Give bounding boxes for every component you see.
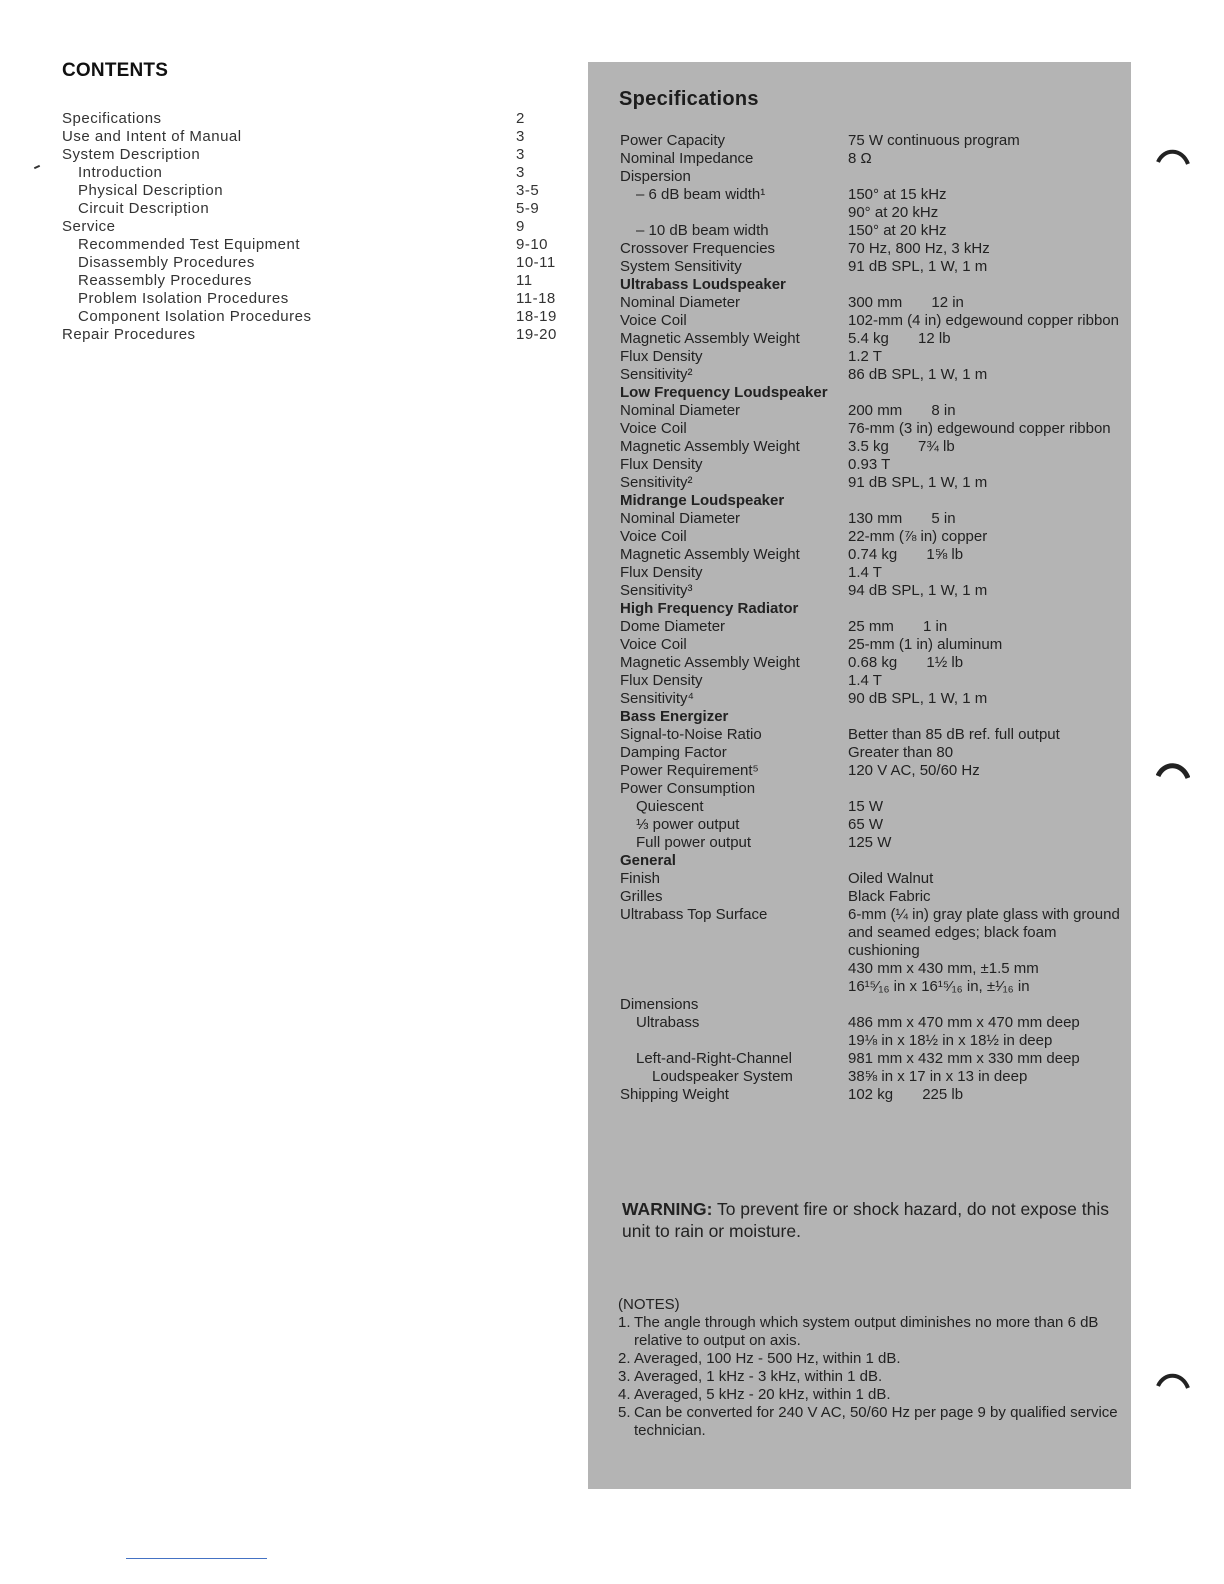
spec-value: 90° at 20 kHz: [848, 204, 939, 221]
spec-key: Voice Coil: [620, 312, 687, 329]
toc-entry-label: Use and Intent of Manual: [62, 128, 242, 145]
toc-entry-label: System Description: [62, 146, 201, 163]
toc-entry: [62, 272, 562, 290]
spec-key: – 6 dB beam width¹: [636, 186, 766, 203]
note-item: [618, 1314, 1118, 1350]
spec-row: [620, 834, 1120, 852]
spec-value: [848, 168, 1120, 186]
spec-row: [620, 366, 1120, 384]
warning-label: WARNING:: [622, 1199, 713, 1219]
specifications-panel: [588, 62, 1131, 1489]
spec-key: Damping Factor: [620, 744, 727, 761]
toc-entry-page: 3: [516, 164, 525, 181]
spec-value: 90 dB SPL, 1 W, 1 m: [848, 690, 988, 707]
spec-row: [620, 222, 1120, 240]
spec-key: Magnetic Assembly Weight: [620, 330, 800, 347]
note-number: 3.: [618, 1368, 631, 1385]
note-number: 1.: [618, 1314, 631, 1331]
spec-row: [620, 780, 1120, 798]
spec-key: Magnetic Assembly Weight: [620, 546, 800, 563]
spec-row: [620, 204, 1120, 222]
spec-key: Left-and-Right-Channel: [636, 1050, 792, 1067]
spec-value: 91 dB SPL, 1 W, 1 m: [848, 474, 988, 491]
spec-value: 981 mm x 432 mm x 330 mm deep: [848, 1050, 1080, 1067]
spec-key: Low Frequency Loudspeaker: [620, 384, 828, 401]
spec-value: 300 mm 12 in: [848, 294, 964, 311]
note-item: [618, 1368, 1118, 1386]
spec-key: Magnetic Assembly Weight: [620, 654, 800, 671]
spec-key: Magnetic Assembly Weight: [620, 438, 800, 455]
spec-key: High Frequency Radiator: [620, 600, 799, 617]
spec-section-heading: [620, 492, 1120, 510]
spec-key: Signal-to-Noise Ratio: [620, 726, 762, 743]
spec-row: [620, 546, 1120, 564]
spec-row: [620, 816, 1120, 834]
specifications-list: [620, 132, 1124, 1104]
spec-value: 1.4 T: [848, 564, 882, 581]
spec-row: [620, 618, 1120, 636]
spec-value: Oiled Walnut: [848, 870, 934, 887]
binder-hole-mark-top: [1156, 146, 1190, 166]
toc-list: [62, 110, 562, 344]
toc-entry: [62, 218, 562, 236]
toc-entry-page: 9-10: [516, 236, 549, 253]
note-item: [618, 1350, 1118, 1368]
spec-key: Bass Energizer: [620, 708, 729, 725]
spec-row: [620, 888, 1120, 906]
spec-value: 120 V AC, 50/60 Hz: [848, 762, 980, 779]
toc-entry: [62, 254, 562, 272]
spec-key: [620, 204, 848, 222]
toc-entry-label: Repair Procedures: [62, 326, 196, 343]
spec-row: [620, 870, 1120, 888]
spec-row: [620, 654, 1120, 672]
spec-value: 91 dB SPL, 1 W, 1 m: [848, 258, 988, 275]
spec-value: 150° at 15 kHz: [848, 186, 947, 203]
spec-value: Black Fabric: [848, 888, 931, 905]
spec-row: [620, 906, 1124, 960]
toc-entry: [62, 200, 562, 218]
spec-row: [620, 132, 1120, 150]
spec-value: 3.5 kg 7¾ lb: [848, 438, 955, 455]
spec-section-heading: [620, 852, 1120, 870]
binder-hole-mark-bottom: [1156, 1370, 1190, 1390]
spec-key: Sensitivity²: [620, 474, 693, 491]
toc-entry-label: Circuit Description: [78, 200, 210, 217]
spec-value: 430 mm x 430 mm, ±1.5 mm: [848, 960, 1039, 977]
spec-key: Nominal Impedance: [620, 150, 754, 167]
spec-key: Dome Diameter: [620, 618, 726, 635]
spec-row: [620, 582, 1120, 600]
footer-rule: [126, 1558, 267, 1559]
spec-key: Dispersion: [620, 168, 691, 185]
toc-entry-page: 18-19: [516, 308, 557, 325]
toc-entry: [62, 146, 562, 164]
toc-entry-label: Reassembly Procedures: [78, 272, 252, 289]
spec-key: Dimensions: [620, 996, 699, 1013]
spec-key: Sensitivity²: [620, 366, 693, 383]
spec-value: 0.68 kg 1½ lb: [848, 654, 964, 671]
spec-key: Voice Coil: [620, 420, 687, 437]
toc-entry: [62, 290, 562, 308]
spec-row: [620, 402, 1120, 420]
spec-key: ⅓ power output: [636, 816, 740, 833]
spec-key: General: [620, 852, 676, 869]
spec-key: Power Requirement⁵: [620, 762, 759, 779]
spec-row: [620, 1014, 1120, 1032]
spec-row: [620, 798, 1120, 816]
spec-value: 0.74 kg 1⅝ lb: [848, 546, 964, 563]
spec-row: [620, 474, 1120, 492]
spec-section-heading: [620, 276, 1120, 294]
toc-entry-page: 5-9: [516, 200, 540, 217]
spec-row: [620, 528, 1120, 546]
warning-text: To prevent fire or shock hazard, do not expose this unit to rain or moisture.: [622, 1199, 1109, 1241]
spec-key: Ultrabass Top Surface: [620, 906, 768, 923]
toc-entry: [62, 326, 562, 344]
spec-row: [620, 960, 1120, 978]
toc-entry-page: 9: [516, 218, 525, 235]
spec-row: [620, 564, 1120, 582]
spec-key: Power Capacity: [620, 132, 726, 149]
spec-value: 125 W: [848, 834, 892, 851]
spec-row: [620, 258, 1120, 276]
note-text: Averaged, 5 kHz - 20 kHz, within 1 dB.: [634, 1386, 891, 1403]
spec-value: 102-mm (4 in) edgewound copper ribbon: [848, 312, 1119, 329]
spec-value: Better than 85 dB ref. full output: [848, 726, 1060, 743]
spec-value: 200 mm 8 in: [848, 402, 956, 419]
toc-entry: [62, 164, 562, 182]
spec-row: [620, 690, 1120, 708]
warning-notice: [622, 1198, 1122, 1242]
spec-value: 15 W: [848, 798, 884, 815]
spec-value: 1.2 T: [848, 348, 882, 365]
spec-row: [620, 1068, 1120, 1086]
spec-key: Loudspeaker System: [652, 1068, 793, 1085]
spec-key: Voice Coil: [620, 528, 687, 545]
notes-section: [618, 1296, 1118, 1440]
toc-entry: [62, 110, 562, 128]
spec-value: 150° at 20 kHz: [848, 222, 947, 239]
spec-key: System Sensitivity: [620, 258, 742, 275]
spec-row: [620, 726, 1120, 744]
spec-value: 25-mm (1 in) aluminum: [848, 636, 1003, 653]
toc-entry-page: 2: [516, 110, 525, 127]
spec-row: [620, 1086, 1120, 1104]
spec-value: [848, 780, 1120, 798]
spec-key: Nominal Diameter: [620, 510, 741, 527]
spec-value: 102 kg 225 lb: [848, 1086, 964, 1103]
spec-key: Voice Coil: [620, 636, 687, 653]
spec-key: Nominal Diameter: [620, 294, 741, 311]
margin-tick-mark: [34, 165, 40, 169]
note-text: Averaged, 100 Hz - 500 Hz, within 1 dB.: [634, 1350, 901, 1367]
spec-row: [620, 240, 1120, 258]
toc-entry-page: 3: [516, 146, 525, 163]
contents-title: CONTENTS: [62, 60, 169, 81]
spec-key: Power Consumption: [620, 780, 756, 797]
note-item: [618, 1404, 1118, 1440]
spec-row: [620, 744, 1120, 762]
spec-value: 0.93 T: [848, 456, 891, 473]
spec-row: [620, 330, 1120, 348]
spec-row: [620, 150, 1120, 168]
toc-entry-page: 3: [516, 128, 525, 145]
notes-heading: (NOTES): [618, 1296, 680, 1313]
spec-key: [620, 978, 848, 996]
spec-key: Crossover Frequencies: [620, 240, 776, 257]
toc-entry-label: Problem Isolation Procedures: [78, 290, 289, 307]
note-number: 5.: [618, 1404, 631, 1421]
spec-value: 19⅛ in x 18½ in x 18½ in deep: [848, 1032, 1053, 1049]
spec-key: Nominal Diameter: [620, 402, 741, 419]
spec-key: Midrange Loudspeaker: [620, 492, 785, 509]
spec-key: Flux Density: [620, 564, 703, 581]
spec-row: [620, 312, 1120, 330]
toc-entry: [62, 128, 562, 146]
spec-value: 1.4 T: [848, 672, 882, 689]
spec-value: 22-mm (⅞ in) copper: [848, 528, 988, 545]
spec-value: 16¹⁵⁄₁₆ in x 16¹⁵⁄₁₆ in, ±¹⁄₁₆ in: [848, 978, 1030, 995]
toc-entry-label: Disassembly Procedures: [78, 254, 255, 271]
toc-entry-label: Service: [62, 218, 116, 235]
spec-key: Flux Density: [620, 348, 703, 365]
toc-entry-label: Recommended Test Equipment: [78, 236, 301, 253]
spec-key: Ultrabass Loudspeaker: [620, 276, 786, 293]
spec-value: 25 mm 1 in: [848, 618, 948, 635]
toc-entry-label: Component Isolation Procedures: [78, 308, 312, 325]
note-number: 4.: [618, 1386, 631, 1403]
spec-value: 70 Hz, 800 Hz, 3 kHz: [848, 240, 990, 257]
spec-row: [620, 438, 1120, 456]
notes-list: [618, 1314, 1118, 1440]
toc-entry-label: Introduction: [78, 164, 163, 181]
spec-value: 75 W continuous program: [848, 132, 1020, 149]
note-text: The angle through which system output diminishes no more than 6 dB relative to output on axis.: [634, 1314, 1099, 1349]
table-of-contents: [62, 60, 562, 344]
spec-key: Flux Density: [620, 456, 703, 473]
spec-row: [620, 1032, 1120, 1050]
toc-entry: [62, 308, 562, 326]
spec-section-heading: [620, 384, 1120, 402]
spec-row: [620, 420, 1120, 438]
spec-key: Sensitivity⁴: [620, 690, 694, 707]
spec-row: [620, 510, 1120, 528]
spec-key: – 10 dB beam width: [636, 222, 769, 239]
spec-key: Ultrabass: [636, 1014, 700, 1031]
spec-value: 8 Ω: [848, 150, 872, 167]
spec-value: 486 mm x 470 mm x 470 mm deep: [848, 1014, 1080, 1031]
spec-value: [848, 996, 1120, 1014]
spec-row: [620, 348, 1120, 366]
spec-key: Grilles: [620, 888, 663, 905]
toc-entry: [62, 182, 562, 200]
spec-value: 76-mm (3 in) edgewound copper ribbon: [848, 420, 1111, 437]
toc-entry-page: 11-18: [516, 290, 556, 307]
spec-value: 94 dB SPL, 1 W, 1 m: [848, 582, 988, 599]
spec-value: 6-mm (¼ in) gray plate glass with ground and seamed edges; black foam cushioning: [848, 906, 1124, 959]
toc-entry-page: 10-11: [516, 254, 556, 271]
toc-entry-page: 19-20: [516, 326, 557, 343]
spec-row: [620, 168, 1120, 186]
spec-key: Quiescent: [636, 798, 704, 815]
toc-entry-label: Specifications: [62, 110, 162, 127]
toc-entry-page: 3-5: [516, 182, 540, 199]
spec-row: [620, 186, 1120, 204]
binder-hole-mark-middle: [1156, 760, 1190, 780]
spec-section-heading: [620, 600, 1120, 618]
spec-key: Flux Density: [620, 672, 703, 689]
toc-entry-page: 11: [516, 272, 533, 289]
note-item: [618, 1386, 1118, 1404]
specifications-title: Specifications: [619, 88, 759, 110]
note-text: Averaged, 1 kHz - 3 kHz, within 1 dB.: [634, 1368, 883, 1385]
spec-row: [620, 672, 1120, 690]
note-text: Can be converted for 240 V AC, 50/60 Hz per page 9 by qualified service technician.: [634, 1404, 1118, 1439]
spec-value: 130 mm 5 in: [848, 510, 956, 527]
spec-key: Full power output: [636, 834, 752, 851]
spec-row: [620, 978, 1120, 996]
spec-row: [620, 636, 1120, 654]
note-number: 2.: [618, 1350, 631, 1367]
spec-key: Shipping Weight: [620, 1086, 729, 1103]
spec-key: [620, 1032, 848, 1050]
spec-value: 86 dB SPL, 1 W, 1 m: [848, 366, 988, 383]
toc-entry-label: Physical Description: [78, 182, 224, 199]
spec-key: Sensitivity³: [620, 582, 693, 599]
spec-value: 65 W: [848, 816, 884, 833]
spec-key: [620, 960, 848, 978]
spec-row: [620, 996, 1120, 1014]
spec-row: [620, 762, 1120, 780]
spec-row: [620, 1050, 1120, 1068]
spec-row: [620, 456, 1120, 474]
toc-entry: [62, 236, 562, 254]
spec-section-heading: [620, 708, 1120, 726]
spec-value: Greater than 80: [848, 744, 954, 761]
spec-key: Finish: [620, 870, 661, 887]
spec-value: 38⅝ in x 17 in x 13 in deep: [848, 1068, 1028, 1085]
spec-value: 5.4 kg 12 lb: [848, 330, 951, 347]
spec-row: [620, 294, 1120, 312]
